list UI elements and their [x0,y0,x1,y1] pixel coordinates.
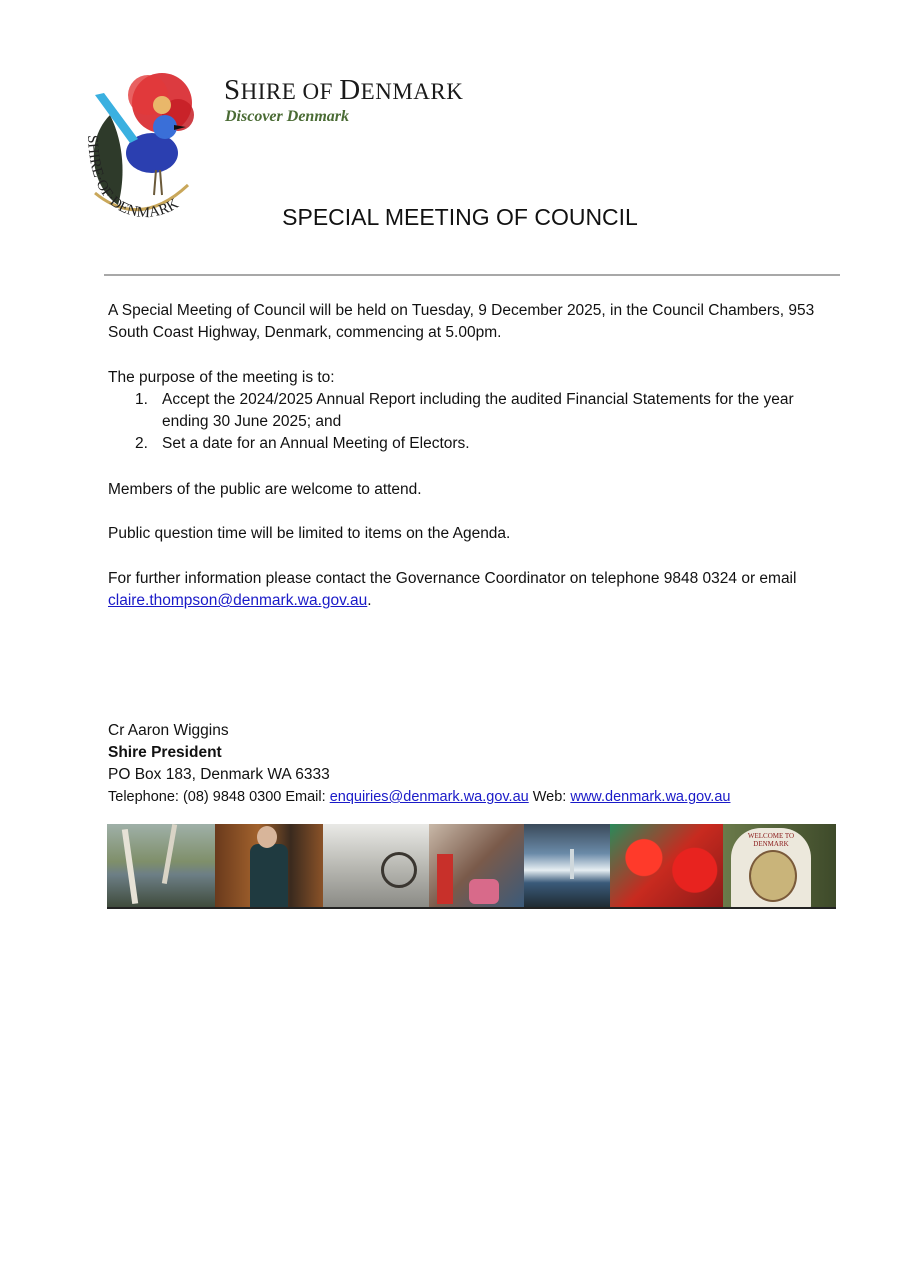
list-item: 1. Accept the 2024/2025 Annual Report including the audited Financial Statements for the year ending 30 June 2025; and [135,391,794,430]
photo-historic-bullock-cart [323,824,429,908]
shire-logo [70,65,210,225]
signatory-role: Shire President [108,744,222,761]
photo-welcome-sign [723,824,836,908]
contact-line: Telephone: (08) 9848 0300 Email: enquiries@denmark.wa.gov.au Web: www.denmark.wa.gov.au [108,789,731,805]
enquiries-email-link[interactable]: enquiries@denmark.wa.gov.au [329,789,529,805]
divider [104,274,840,276]
photo-coastal-rock-fisherman [524,824,610,908]
website-link[interactable]: www.denmark.wa.gov.au [570,789,731,805]
signature-block [108,720,730,808]
contact-paragraph: For further information please contact the Governance Coordinator on telephone 9848 0324 or email claire.thompson@denmark.wa.gov.au. [108,570,797,609]
postal-address: PO Box 183, Denmark WA 6333 [108,766,330,783]
photo-red-gum-blossom [610,824,723,908]
photo-banner [107,824,836,908]
contact-email-link[interactable]: claire.thompson@denmark.wa.gov.au [108,592,368,609]
welcome-sign-text: WELCOME TO DENMARK [747,832,795,848]
list-item: 2. Set a date for an Annual Meeting of Electors. [135,435,470,452]
purpose-section [108,367,828,455]
photo-winemaker-barrels [215,824,323,908]
photo-river-trees [107,824,215,908]
org-name: SHIRE OF DENMARK [224,74,464,106]
page-title: SPECIAL MEETING OF COUNCIL [282,204,638,230]
signatory-name: Cr Aaron Wiggins [108,722,229,739]
public-welcome: Members of the public are welcome to attend. [108,481,422,498]
logo-ring-text: SHIRE·OF·DENMARK [83,134,182,222]
purpose-lead: The purpose of the meeting is to: [108,369,335,386]
tagline: Discover Denmark [225,108,349,125]
photo-cafe-crowd [429,824,524,908]
banner-underline [107,907,836,909]
purpose-list [108,389,828,455]
question-time: Public question time will be limited to items on the Agenda. [108,525,511,542]
intro-paragraph: A Special Meeting of Council will be held on Tuesday, 9 December 2025, in the Council Chambers, 953 South Coast Highway, Denmark, commencing at 5.00pm. [108,302,815,341]
